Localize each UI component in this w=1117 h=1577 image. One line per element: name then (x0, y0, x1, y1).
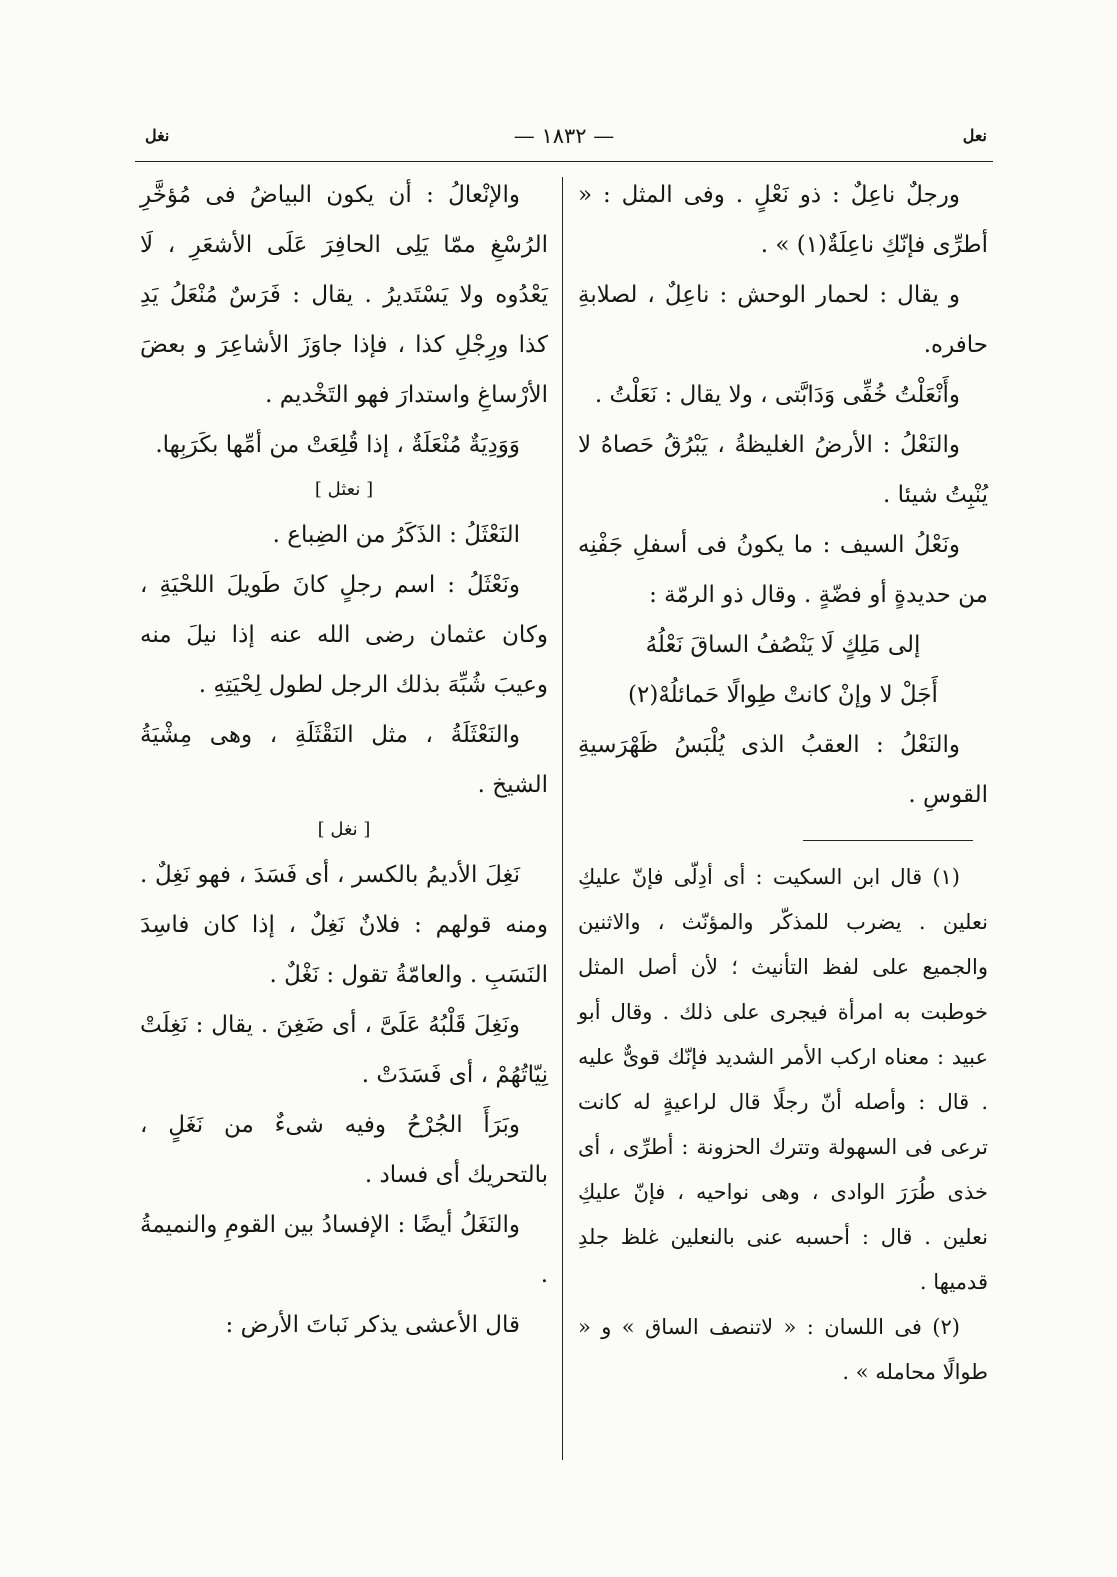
header-rule (135, 161, 993, 162)
verse-line: أَجَلْ لا وإنْ كانتْ طِوالًا حَمائلُهْ(٢) (628, 682, 938, 708)
column-divider (562, 177, 563, 1460)
entry-paragraph: نَغِلَ الأديمُ بالكسر ، أى فَسَدَ ، فهو نَغِلٌ . ومنه قولهم : فلانٌ نَغِلٌ ، إذا كان فاسِدَ النَسَبِ . والعامّةُ تقول : نَغْلٌ . (140, 862, 548, 988)
left-column (140, 170, 548, 1350)
entry-paragraph: ونَعْثَلُ : اسم رجلٍ كانَ طَويلَ اللحْيَةِ ، وكان عثمان رضى الله عنه إذا نيلَ منه وعيبَ شُبِّهَ بذلك الرجل لطول لِحْيَتِهِ . (140, 572, 548, 698)
footnote-rule (803, 840, 973, 841)
footnote: (١) قال ابن السكيت : أى أدِلّى فإنّ عليكِ نعلين . يضرب للمذكّر والمؤنّث ، والاثنين والجميع على لفظ التأنيث ؛ لأن أصل المثل خوطبت به امرأة فيجرى على ذلك . وقال أبو عبيد : معناه اركب الأمر الشديد فإنّك قوىٌّ عليه . قال : وأصله أنّ رجلًا قال لراعيةٍ له كانت ترعى فى السهولة وتترك الحزونة : أطرِّى ، أى خذى طُرَرَ الوادى ، وهى نواحيه ، فإنّ عليكِ نعلين . قال : أحسبه عنى بالنعلين غلظ جلدِ قدميها . (578, 865, 989, 1294)
entry-paragraph: والنَعْثَلَةُ ، مثل النَقْثَلَةِ ، وهى مِشْيَةُ الشيخ . (140, 722, 548, 798)
entry-paragraph: قال الأعشى يذكر نَباتَ الأرض : (225, 1312, 520, 1338)
verse-line: إلى مَلِكٍ لَا يَنْصُفُ الساقَ نَعْلُهُ (645, 632, 921, 658)
entry-paragraph: ورجلٌ ناعِلٌ : ذو نَعْلٍ . وفى المثل : « أطرِّى فإنّكِ ناعِلَةٌ(١) » . (578, 182, 988, 258)
right-column (578, 170, 988, 1395)
entry-paragraph: ونَعْلُ السيف : ما يكونُ فى أسفلِ جَفْنِه من حديدةٍ أو فضّةٍ . وقال ذو الرمّة : (578, 532, 988, 608)
entry-paragraph: والنَعْلُ : الأرضُ الغليظةُ ، يَبْرُقُ حَصاهُ لا يُنْبِتُ شيئا . (578, 432, 988, 508)
section-heading: [ نغل ] (317, 819, 371, 840)
entry-paragraph: النَعْثَلُ : الذَكَرُ من الضِباع . (272, 522, 520, 548)
left-running-head: نغل (145, 126, 170, 145)
entry-paragraph: وبَرَأَ الجُرْحُ وفيه شىءٌ من نَغَلٍ ، بالتحريك أى فساد . (140, 1112, 548, 1188)
page-number: — ١٨٣٢ — (513, 124, 615, 148)
entry-paragraph: والنَغَلُ أيضًا : الإفسادُ بين القومِ والنميمةُ . (140, 1212, 548, 1288)
entry-paragraph: والإنْعالُ : أن يكون البياضُ فى مُؤخَّرِ الرُسْغِ ممّا يَلِى الحافِرَ عَلَى الأشعَرِ ، لَا يَعْدُوه ولا يَسْتَديرُ . يقال : فَرَسٌ مُنْعَلُ يَدِ كذا ورِجْلِ كذا ، فإذا جاوَزَ الأشاعِرَ و بعضَ الأرْساغِ واستدارَ فهو التَخْديم . (140, 182, 548, 408)
entry-paragraph: وَوَدِيَةٌ مُنْعَلَةٌ ، إذا قُلِعَتْ من أمِّها بكَرَبِها. (155, 432, 520, 458)
right-running-head: نعل (962, 126, 987, 145)
footnote: (٢) فى اللسان : « لاتنصف الساق » و « طوالًا محامله » . (578, 1315, 988, 1384)
entry-paragraph: وأَنْعَلْتُ خُفِّى وَدَابَّتى ، ولا يقال : نَعَلْتُ . (594, 382, 960, 408)
section-heading: [ نعثل ] (314, 479, 374, 500)
entry-paragraph: ونَغِلَ قَلْبُهُ عَلَىَّ ، أى ضَغِنَ . يقال : نَغِلَتْ نِيّاتُهُمْ ، أى فَسَدَتْ . (140, 1012, 548, 1088)
entry-paragraph: و يقال : لحمار الوحش : ناعِلٌ ، لصلابةِ حافره. (578, 282, 988, 358)
entry-paragraph: والنَعْلُ : العقبُ الذى يُلْبَسُ ظَهْرَسيةِ القوسِ . (578, 732, 988, 808)
page-header (135, 118, 993, 160)
